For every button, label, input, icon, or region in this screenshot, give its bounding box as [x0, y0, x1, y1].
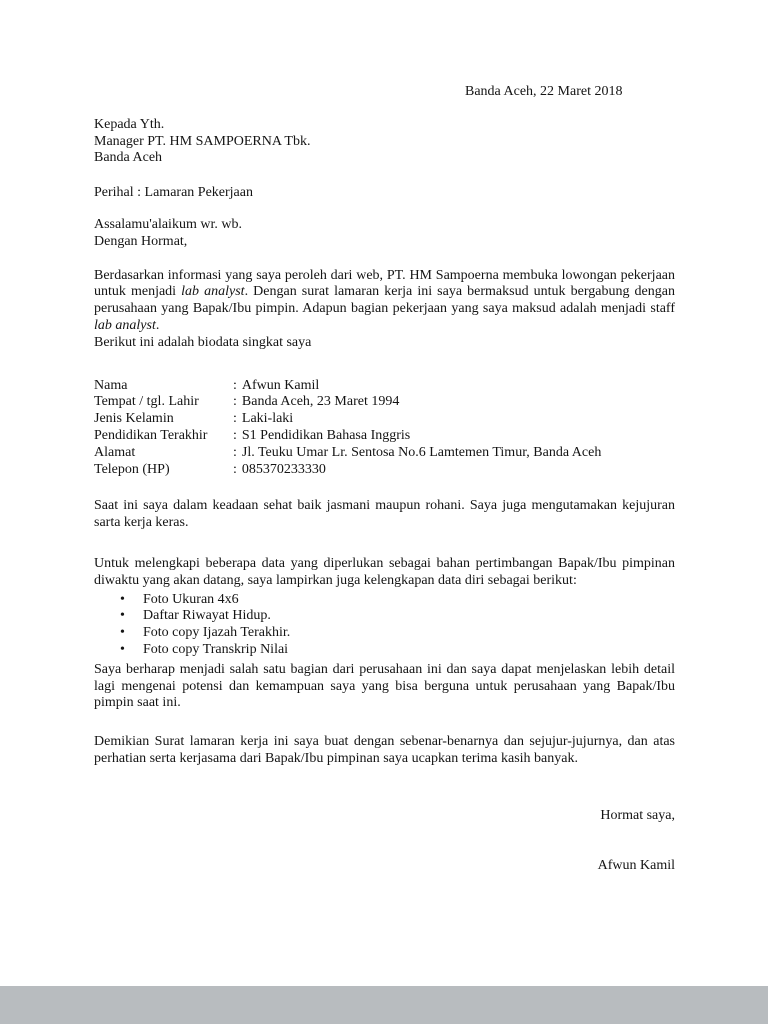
biodata-value: Laki-laki: [241, 411, 294, 427]
attachment-item: [120, 608, 675, 625]
biodata-row-phone: [94, 462, 675, 479]
biodata-value: Jl. Teuku Umar Lr. Sentosa No.6 Lamtemen Timur, Banda Aceh: [241, 444, 602, 460]
attachment-item: [120, 592, 675, 609]
biodata-value: 085370233330: [241, 461, 326, 477]
attachment-item-text: Foto Ukuran 4x6: [143, 591, 239, 607]
date-line: Banda Aceh, 22 Maret 2018: [465, 84, 623, 99]
signoff-name: Afwun Kamil: [597, 857, 675, 873]
attachment-item: [120, 642, 675, 659]
attachments-intro-paragraph: Untuk melengkapi beberapa data yang diperlukan sebagai bahan pertimbangan Bapak/Ibu pimpinan diwaktu yang akan datang, saya lampirkan juga kelengkapan data diri sebagai berikut:: [94, 555, 675, 588]
bullet-marker: •: [120, 608, 125, 624]
attachment-item-text: Daftar Riwayat Hidup.: [143, 608, 271, 624]
salutation-block: [94, 217, 675, 251]
biodata-label: Telepon (HP): [94, 461, 170, 477]
biodata-separator: :: [233, 461, 237, 477]
biodata-separator: :: [233, 394, 237, 410]
salutation-formal-greeting: Dengan Hormat,: [94, 233, 188, 249]
opening-text-2: . Dengan surat lamaran kerja ini saya bermaksud untuk bergabung dengan perusahaan yang Bapak/Ibu pimpin. Adapun bagian pekerjaan yang saya maksud adalah menjadi staff: [94, 284, 675, 317]
opening-text-1: Berdasarkan informasi yang saya peroleh dari web, PT. HM Sampoerna membuka lowongan pekerjaan untuk menjadi: [94, 267, 675, 300]
position-name-italic-2: lab analyst: [94, 317, 156, 333]
hope-paragraph: Saya berharap menjadi salah satu bagian dari perusahaan ini dan saya dapat menjelaskan lebih detail lagi mengenai potensi dan kemampuan saya yang bisa berguna untuk perusahaan yang Bapak/Ibu pimpin saat ini.: [94, 661, 675, 711]
attachments-list: [94, 592, 675, 659]
bullet-marker: •: [120, 591, 125, 607]
biodata-row-gender: [94, 411, 675, 428]
recipient-city: Banda Aceh: [94, 150, 163, 166]
biodata-row-education: [94, 428, 675, 445]
signoff-label: Hormat saya,: [600, 807, 675, 823]
viewer-gutter: [0, 986, 768, 1024]
health-paragraph: Saat ini saya dalam keadaan sehat baik jasmani maupun rohani. Saya juga mengutamakan kejujuran sarta kerja keras.: [94, 498, 675, 531]
biodata-row-birth: [94, 394, 675, 411]
recipient-block: [94, 117, 675, 167]
biodata-row-address: [94, 445, 675, 462]
biodata-label: Tempat / tgl. Lahir: [94, 394, 199, 410]
bullet-marker: •: [120, 641, 125, 657]
recipient-salutation: Kepada Yth.: [94, 116, 165, 132]
biodata-separator: :: [233, 411, 237, 427]
biodata-value: Banda Aceh, 23 Maret 1994: [241, 394, 400, 410]
biodata-label: Nama: [94, 377, 128, 393]
biodata-separator: :: [233, 444, 237, 460]
attachment-item-text: Foto copy Transkrip Nilai: [143, 641, 289, 657]
attachment-item-text: Foto copy Ijazah Terakhir.: [143, 625, 291, 641]
bullet-marker: •: [120, 625, 125, 641]
opening-paragraph: [94, 268, 675, 335]
biodata-value: S1 Pendidikan Bahasa Inggris: [241, 427, 411, 443]
position-name-italic-1: lab analyst: [181, 284, 245, 300]
recipient-company: Manager PT. HM SAMPOERNA Tbk.: [94, 133, 311, 149]
attachment-item: [120, 625, 675, 642]
biodata-separator: :: [233, 427, 237, 443]
biodata-intro-line: Berikut ini adalah biodata singkat saya: [94, 334, 312, 350]
biodata-table: [94, 378, 675, 479]
closing-paragraph: Demikian Surat lamaran kerja ini saya buat dengan sebenar-benarnya dan sejujur-jujurnya, dan atas perhatian serta kerjasama dari Bapak/Ibu pimpinan saya ucapkan terima kasih banyak.: [94, 734, 675, 766]
salutation-islamic-greeting: Assalamu'alaikum wr. wb.: [94, 216, 242, 232]
biodata-label: Pendidikan Terakhir: [94, 427, 208, 443]
subject-line: Perihal : Lamaran Pekerjaan: [94, 185, 253, 201]
biodata-separator: :: [233, 377, 237, 393]
signoff-block: [94, 808, 675, 875]
biodata-label: Jenis Kelamin: [94, 411, 174, 427]
biodata-value: Afwun Kamil: [241, 377, 320, 393]
opening-text-3: .: [155, 317, 160, 333]
biodata-row-name: [94, 378, 675, 395]
biodata-label: Alamat: [94, 444, 136, 460]
